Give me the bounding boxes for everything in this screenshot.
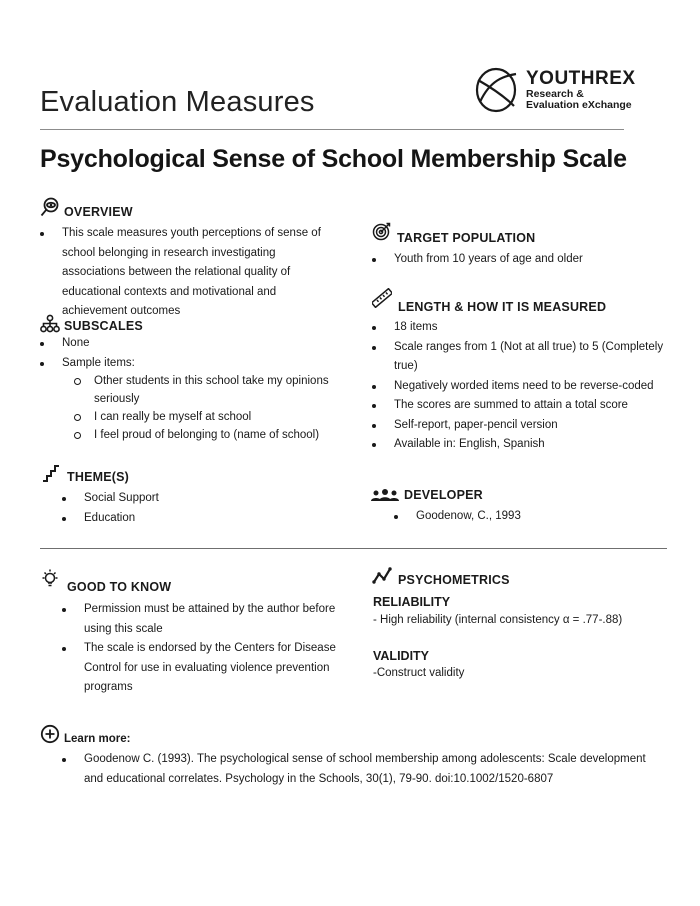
reliability-heading: RELIABILITY — [373, 595, 451, 609]
developer-heading: DEVELOPER — [404, 488, 483, 502]
themes-heading: THEME(S) — [67, 470, 130, 484]
sample-item: I can really be myself at school — [94, 408, 340, 426]
subscales-list — [62, 334, 340, 373]
ruler-icon — [372, 288, 392, 308]
theme-item: Education — [84, 509, 340, 529]
length-item: Negatively worded items need to be reverse-coded — [394, 377, 674, 397]
good-to-know-item: Permission must be attained by the author before using this scale — [84, 600, 338, 639]
length-item: 18 items — [394, 318, 674, 338]
overview-heading: OVERVIEW — [64, 205, 133, 219]
people-icon — [371, 485, 399, 505]
good-to-know-list — [84, 600, 338, 698]
section-divider — [40, 548, 667, 549]
hierarchy-icon — [40, 314, 60, 334]
validity-text: -Construct validity — [373, 667, 465, 679]
length-heading: LENGTH & HOW IT IS MEASURED — [398, 300, 607, 314]
length-item: Self-report, paper-pencil version — [394, 416, 674, 436]
target-item: Youth from 10 years of age and older — [394, 250, 674, 270]
subscales-item: Sample items: — [62, 354, 340, 374]
length-list — [394, 318, 674, 455]
length-item: Scale ranges from 1 (Not at all true) to 5 (Completely true) — [394, 338, 674, 377]
good-to-know-item: The scale is endorsed by the Centers for Disease Control for use in evaluating violence prevention programs — [84, 639, 338, 698]
target-list — [394, 250, 674, 270]
sample-item: I feel proud of belonging to (name of school) — [94, 426, 340, 444]
reliability-text: - High reliability (internal consistency α = .77-.88) — [373, 614, 623, 626]
learn-more-heading: Learn more: — [64, 733, 131, 745]
plus-circle-icon — [40, 724, 60, 744]
target-heading: TARGET POPULATION — [397, 231, 536, 245]
learn-more-list — [84, 750, 664, 789]
subscales-heading: SUBSCALES — [64, 319, 143, 333]
subscales-item: None — [62, 334, 340, 354]
page-eyebrow: Evaluation Measures — [40, 86, 315, 118]
psychometrics-heading: PSYCHOMETRICS — [398, 573, 510, 587]
target-icon — [372, 221, 392, 241]
validity-heading: VALIDITY — [373, 649, 430, 663]
lightbulb-icon — [40, 568, 60, 588]
developer-item: Goodenow, C., 1993 — [416, 507, 676, 527]
themes-list — [84, 489, 340, 528]
stairs-icon — [41, 463, 61, 483]
sample-items-list — [94, 372, 340, 444]
logo-name: YOUTHREX — [526, 68, 636, 89]
header-divider — [40, 129, 624, 130]
length-item: Available in: English, Spanish — [394, 435, 674, 455]
good-to-know-heading: GOOD TO KNOW — [67, 580, 172, 594]
overview-list — [62, 224, 340, 322]
reference-item: Goodenow C. (1993). The psychological sense of school membership among adolescents: Scale development and educational correlates. Psychology in the Schools, 30(1), 79-90. doi:10.1002/1520-6807 — [84, 750, 664, 789]
logo-subtitle: Research & Evaluation eXchange — [526, 88, 632, 111]
sample-item: Other students in this school take my opinions seriously — [94, 372, 340, 408]
length-item: The scores are summed to attain a total score — [394, 396, 674, 416]
page-title: Psychological Sense of School Membership Scale — [40, 145, 627, 173]
developer-list — [416, 507, 676, 527]
theme-item: Social Support — [84, 489, 340, 509]
trend-line-icon — [372, 566, 392, 586]
overview-item: This scale measures youth perceptions of sense of school belonging in research investigating associations between the relational quality of educational contexts and motivational and achievement outcomes — [62, 224, 340, 322]
eye-magnifier-icon — [40, 197, 60, 217]
